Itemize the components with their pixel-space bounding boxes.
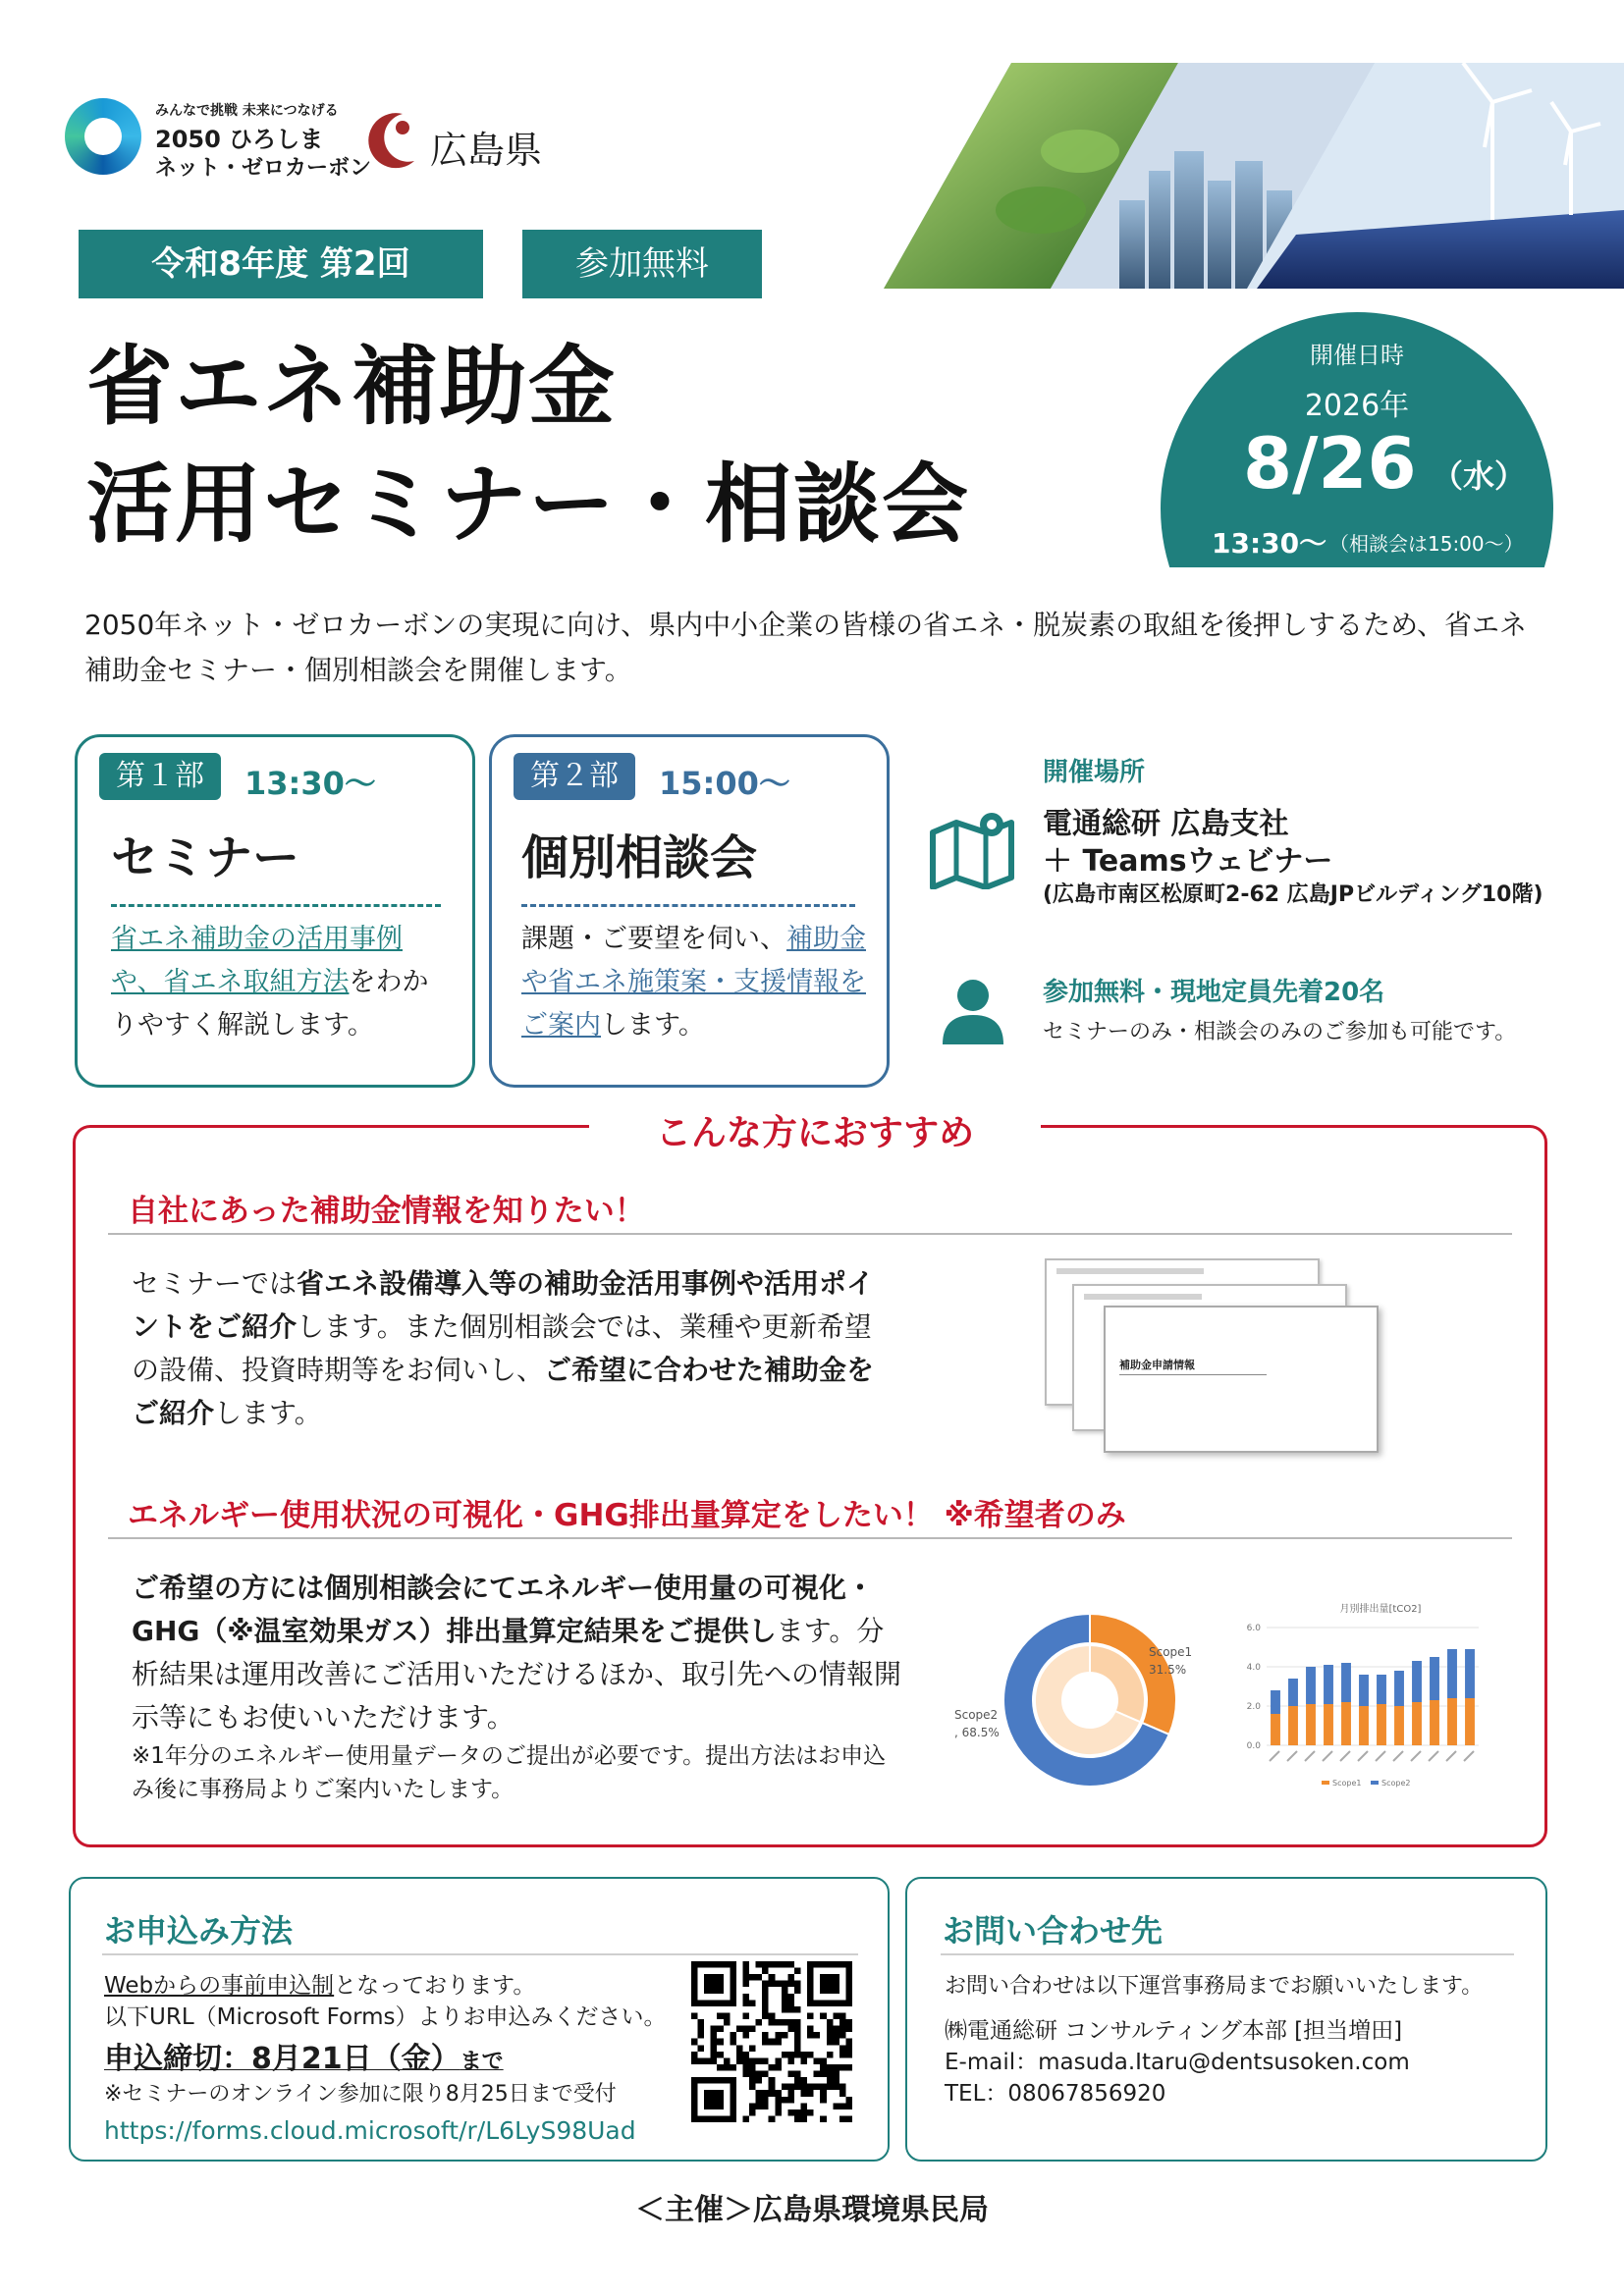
text1-a: セミナーでは xyxy=(132,1267,298,1300)
bar-x-tick xyxy=(1305,1751,1315,1761)
legend-swatch-scope2 xyxy=(1371,1781,1379,1785)
doc-page-front xyxy=(1104,1306,1379,1453)
date-consult-time: （相談会は15:00〜） xyxy=(1329,532,1524,556)
text2-a: ご希望の方には個別相談会にてエネルギー使用量の可視化・GHG（※温室効果ガス）排出量算定結果をご提供し xyxy=(132,1572,875,1647)
recommend-title: こんな方におすすめ xyxy=(589,1105,1041,1155)
bar-x-tick xyxy=(1323,1751,1332,1761)
organizer: ＜主催＞広島県環境県民局 xyxy=(635,2193,989,2227)
document-stack xyxy=(1045,1258,1379,1455)
part1-card xyxy=(75,734,475,1088)
donut-label-scope1 xyxy=(1149,1643,1192,1679)
contact-rule xyxy=(941,1953,1514,1955)
part1-time: 13:30〜 xyxy=(244,765,376,802)
bar-scope1 xyxy=(1430,1700,1439,1745)
part2-link[interactable]: 補助金や省エネ施策案・支援情報をご案内 xyxy=(521,924,866,1041)
bar-scope2 xyxy=(1341,1663,1351,1702)
apply-deadline-date: 申込締切：8月21日（金） xyxy=(104,2042,460,2076)
date-year: 2026年 xyxy=(1304,389,1410,423)
intro-text: 2050年ネット・ゼロカーボンの実現に向け、県内中小企業の皆様の省エネ・脱炭素の取組を後押しするため、省エネ補助金セミナー・個別相談会を開催します。 xyxy=(84,609,1528,686)
capacity-note: セミナーのみ・相談会のみのご参加も可能です。 xyxy=(1043,1020,1517,1044)
part2-heading: 個別相談会 xyxy=(521,830,758,885)
bar-y-tick: 0.0 xyxy=(1246,1741,1261,1751)
bar-y-tick: 6.0 xyxy=(1246,1624,1261,1633)
bar-x-tick xyxy=(1270,1751,1279,1761)
monthly-emission-chart xyxy=(1233,1598,1489,1794)
text1-e: します。 xyxy=(214,1397,322,1429)
date-time: 13:30〜 xyxy=(1212,527,1327,560)
carbon-logo-icon xyxy=(65,98,141,175)
recommend-text2 xyxy=(132,1567,907,1739)
apply-web-link[interactable]: Webからの事前申込制 xyxy=(104,1973,335,1999)
part1-heading: セミナー xyxy=(111,830,300,885)
part2-badge: 第２部 xyxy=(514,753,635,800)
bar-scope1 xyxy=(1412,1702,1422,1745)
bar-scope2 xyxy=(1306,1667,1316,1704)
contact-title: お問い合わせ先 xyxy=(943,1912,1164,1949)
recommend-note2: ※1年分のエネルギー使用量データのご提出が必要です。提出方法はお申込み後に事務局よりご案内いたします。 xyxy=(132,1743,887,1802)
bar-x-tick xyxy=(1393,1751,1403,1761)
prefecture-name: 広島県 xyxy=(430,129,543,172)
logo-line1: 2050 ひろしま xyxy=(155,126,324,153)
recommend-sub1: 自社にあった補助金情報を知りたい！ xyxy=(128,1194,645,1229)
recommend-sub1-rule xyxy=(108,1233,1512,1235)
apply-line1 xyxy=(104,1967,535,2000)
part2-time: 15:00〜 xyxy=(659,765,790,802)
bar-scope2 xyxy=(1465,1649,1475,1698)
apply-line2: 以下URL（Microsoft Forms）よりお申込みください。 xyxy=(104,2004,667,2030)
apply-url[interactable]: https://forms.cloud.microsoft/r/L6LyS98Uad xyxy=(104,2116,636,2145)
bar-scope1 xyxy=(1465,1698,1475,1745)
bar-scope2 xyxy=(1288,1679,1298,1706)
bar-scope1 xyxy=(1377,1704,1386,1745)
donut-scope2-name: Scope2 xyxy=(954,1708,999,1722)
bar-x-tick xyxy=(1411,1751,1421,1761)
person-icon xyxy=(939,978,1007,1046)
apply-deadline-suffix: まで xyxy=(460,2050,504,2074)
contact-tel: TEL：08067856920 xyxy=(945,2081,1166,2107)
text1-b: 省エネ設備導入等の補助金活用事例や活用ポイントをご紹介 xyxy=(132,1267,875,1343)
map-icon xyxy=(927,811,1017,889)
apply-title: お申込み方法 xyxy=(104,1912,294,1949)
bar-scope2 xyxy=(1447,1649,1457,1698)
bar-y-tick: 4.0 xyxy=(1246,1663,1261,1673)
recommend-sub2-rule xyxy=(108,1537,1512,1539)
free-tag: 参加無料 xyxy=(522,230,762,298)
part1-link[interactable]: 省エネ補助金の活用事例や、省エネ取組方法 xyxy=(111,924,403,997)
part1-text: をわかりやすく解説します。 xyxy=(111,967,429,1041)
logo-tagline: みんなで挑戦 未来につなげる xyxy=(155,103,339,119)
venue-address: (広島市南区松原町2-62 広島JPビルディング10階) xyxy=(1043,882,1543,907)
part1-divider xyxy=(111,904,441,907)
bar-scope1 xyxy=(1271,1714,1280,1745)
apply-line1-rest: となっております。 xyxy=(334,1973,536,1999)
legend-label-scope2: Scope2 xyxy=(1381,1779,1411,1788)
doc-title: 補助金申請情報 xyxy=(1119,1359,1195,1371)
landscape-photo-icon xyxy=(884,63,1624,289)
apply-deadline xyxy=(104,2034,504,2077)
capacity-label: 参加無料・現地定員先着20名 xyxy=(1043,978,1385,1007)
recommend-text1 xyxy=(132,1262,888,1435)
bar-scope2 xyxy=(1359,1675,1369,1706)
legend-label-scope1: Scope1 xyxy=(1332,1779,1362,1788)
venue-online: ＋ Teamsウェビナー xyxy=(1043,844,1333,879)
contact-intro: お問い合わせは以下運営事務局までお願いいたします。 xyxy=(945,1974,1484,1999)
bar-scope2 xyxy=(1271,1690,1280,1714)
part2-divider xyxy=(521,904,855,907)
part2-text-before: 課題・ご要望を伺い、 xyxy=(521,924,786,954)
bar-x-tick xyxy=(1464,1751,1474,1761)
date-label: 開催日時 xyxy=(1310,342,1404,369)
header-photo xyxy=(884,63,1624,289)
venue-label: 開催場所 xyxy=(1043,758,1146,787)
title-line1: 省エネ補助金 xyxy=(86,336,618,437)
contact-org: ㈱電通総研 コンサルティング本部 [担当増田] xyxy=(945,2018,1403,2044)
bar-scope2 xyxy=(1377,1675,1386,1704)
date-weekday: （水） xyxy=(1432,457,1527,495)
text1-d: ご希望に合わせた補助金をご紹介 xyxy=(132,1354,875,1429)
part1-badge: 第１部 xyxy=(99,753,221,800)
donut-scope1-value: 31.5% xyxy=(1149,1663,1187,1677)
apply-online-note: ※セミナーのオンライン参加に限り8月25日まで受付 xyxy=(104,2082,617,2107)
event-date xyxy=(1161,312,1553,567)
venue-name: 電通総研 広島支社 xyxy=(1043,807,1289,841)
prefecture-emblem-icon xyxy=(363,110,422,173)
donut-scope2-value: , 68.5% xyxy=(954,1726,1000,1739)
bar-scope1 xyxy=(1341,1702,1351,1745)
bar-scope2 xyxy=(1324,1665,1333,1704)
bar-x-tick xyxy=(1429,1751,1438,1761)
bar-x-tick xyxy=(1446,1751,1456,1761)
bar-x-tick xyxy=(1358,1751,1368,1761)
apply-rule xyxy=(102,1953,858,1955)
part2-body xyxy=(521,918,867,1047)
part1-body xyxy=(111,918,451,1047)
edition-tag: 令和8年度 第2回 xyxy=(79,230,483,298)
prefecture-logo xyxy=(363,110,560,179)
donut-label-scope2 xyxy=(954,1706,1000,1741)
bar-x-tick xyxy=(1340,1751,1350,1761)
recommend-sub2: エネルギー使用状況の可視化・GHG排出量算定をしたい！ ※希望者のみ xyxy=(128,1498,1126,1533)
bar-scope1 xyxy=(1359,1706,1369,1745)
brand-logo xyxy=(65,96,372,185)
logo-line2: ネット・ゼロカーボン xyxy=(155,156,372,181)
bar-scope2 xyxy=(1430,1657,1439,1700)
bar-scope1 xyxy=(1306,1704,1316,1745)
bar-scope1 xyxy=(1288,1706,1298,1745)
legend-swatch-scope1 xyxy=(1322,1781,1329,1785)
date-day: 8/26 xyxy=(1243,422,1417,505)
text1-c: します。また個別相談会では、業種や更新希望の設備、投資時期等をお伺いし、 xyxy=(132,1310,872,1386)
bar-scope1 xyxy=(1447,1698,1457,1745)
part2-text-after: します。 xyxy=(601,1010,705,1041)
qr-code-icon[interactable] xyxy=(691,1961,852,2122)
bar-x-tick xyxy=(1287,1751,1297,1761)
bar-y-tick: 2.0 xyxy=(1246,1702,1261,1712)
bar-scope1 xyxy=(1324,1704,1333,1745)
bar-scope1 xyxy=(1394,1706,1404,1745)
title-line2: 活用セミナー・相談会 xyxy=(86,454,971,555)
scope-donut-chart xyxy=(982,1592,1198,1808)
text2-b: ます。分析結果は運用改善にご活用いただけるほか、取引先への情報開示等にもお使いいただけます。 xyxy=(132,1615,902,1734)
bar-x-tick xyxy=(1376,1751,1385,1761)
contact-email[interactable]: E-mail：masuda.Itaru@dentsusoken.com xyxy=(945,2050,1410,2075)
bar-chart-title: 月別排出量[tCO2] xyxy=(1339,1604,1422,1615)
bar-scope2 xyxy=(1394,1671,1404,1706)
part2-card xyxy=(489,734,890,1088)
bar-scope2 xyxy=(1412,1661,1422,1702)
donut-scope1-name: Scope1 xyxy=(1149,1645,1193,1659)
